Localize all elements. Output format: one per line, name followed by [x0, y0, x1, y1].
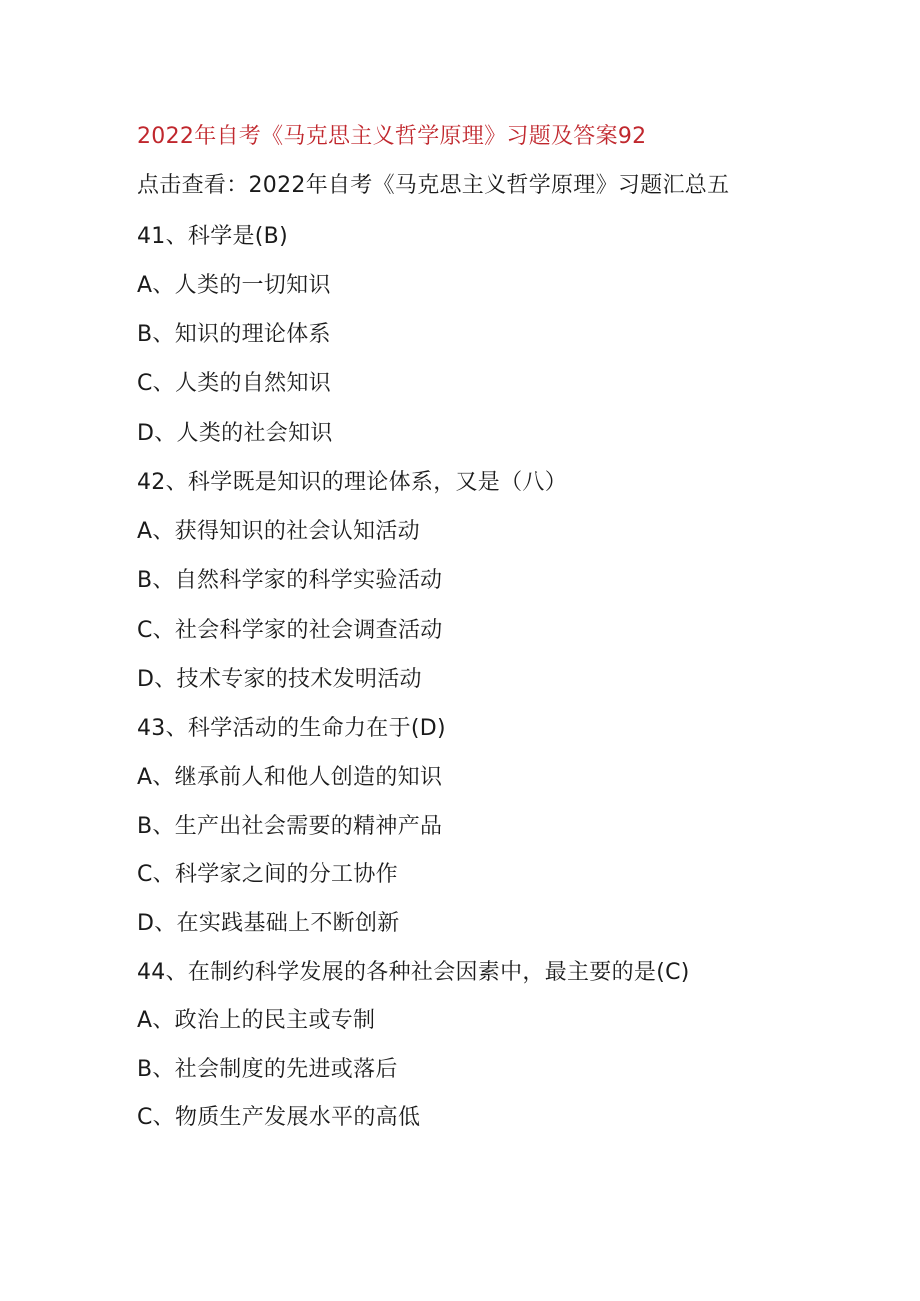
question-43-stem: 43、科学活动的生命力在于(D)	[137, 716, 446, 741]
question-41-option-b: B、知识的理论体系	[137, 322, 331, 347]
question-42-stem: 42、科学既是知识的理论体系，又是（八）	[137, 470, 567, 495]
question-42-option-a: A、获得知识的社会认知活动	[137, 519, 420, 544]
question-43-option-d: D、在实践基础上不断创新	[137, 911, 400, 936]
question-42-option-c: C、社会科学家的社会调查活动	[137, 618, 443, 643]
view-more-link[interactable]: 点击查看：2022年自考《马克思主义哲学原理》习题汇总五	[137, 173, 730, 198]
question-43-option-b: B、生产出社会需要的精神产品	[137, 814, 443, 839]
question-42-option-b: B、自然科学家的科学实验活动	[137, 568, 443, 593]
question-41-stem: 41、科学是(B)	[137, 224, 288, 249]
question-42-option-d: D、技术专家的技术发明活动	[137, 667, 422, 692]
question-44-stem: 44、在制约科学发展的各种社会因素中，最主要的是(C)	[137, 960, 690, 985]
question-41-option-a: A、人类的一切知识	[137, 273, 331, 298]
question-41-option-c: C、人类的自然知识	[137, 371, 332, 396]
question-44-option-c: C、物质生产发展水平的高低	[137, 1105, 421, 1130]
document-title: 2022年自考《马克思主义哲学原理》习题及答案92	[137, 124, 647, 149]
question-44-option-a: A、政治上的民主或专制	[137, 1008, 376, 1033]
question-41-option-d: D、人类的社会知识	[137, 421, 333, 446]
question-43-option-c: C、科学家之间的分工协作	[137, 862, 398, 887]
question-43-option-a: A、继承前人和他人创造的知识	[137, 765, 443, 790]
question-44-option-b: B、社会制度的先进或落后	[137, 1057, 398, 1082]
